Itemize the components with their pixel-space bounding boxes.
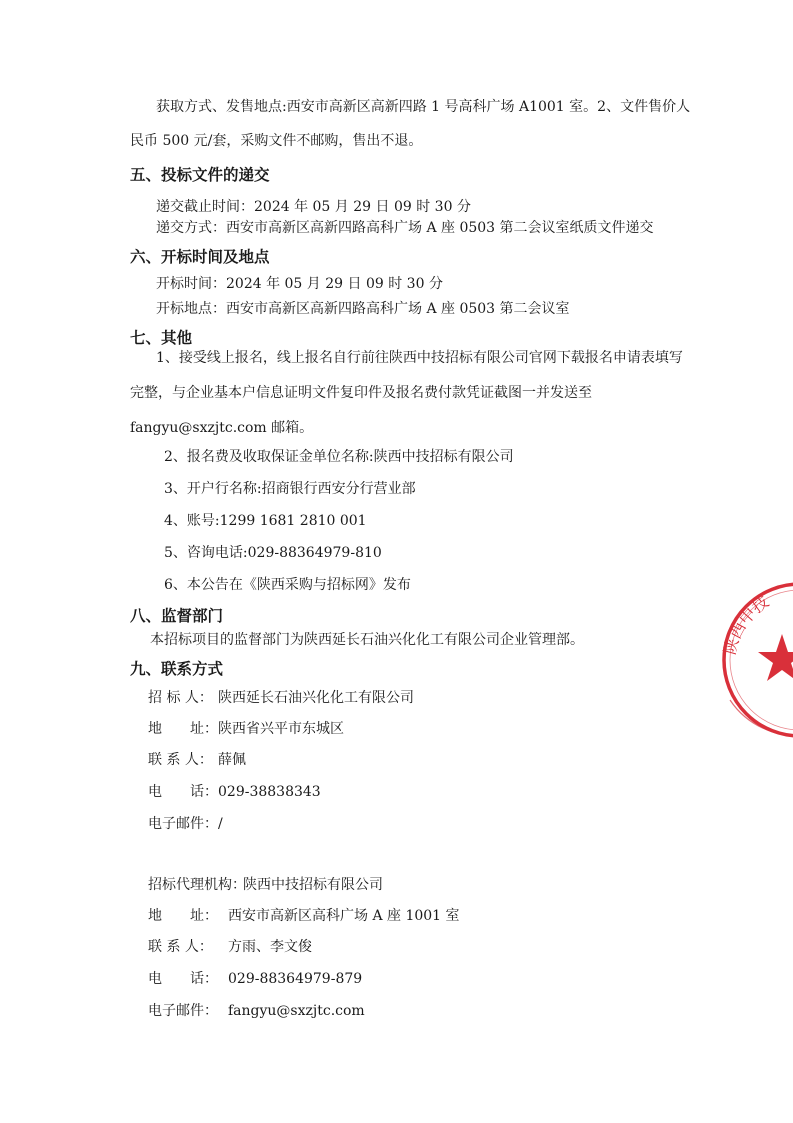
field-value: fangyu@sxzjtc.com <box>228 1003 365 1019</box>
other-item-3: 3、开户行名称:招商银行西安分行营业部 <box>164 481 416 497</box>
field-value: 029-88364979-879 <box>228 971 363 987</box>
star-icon <box>758 634 793 681</box>
tenderer-email-row <box>148 814 223 834</box>
paragraph-line: 民币 500 元/套，采购文件不邮购，售出不退。 <box>130 133 423 149</box>
field-value: 陕西延长石油兴化化工有限公司 <box>218 690 414 706</box>
field-value: 陕西省兴平市东城区 <box>218 721 344 737</box>
other-item-1-cont: 完整，与企业基本户信息证明文件复印件及报名费付款凭证截图一并发送至 <box>130 385 592 401</box>
submission-method: 递交方式：西安市高新区高新四路高科广场 A 座 0503 第二会议室纸质文件递交 <box>156 220 654 236</box>
field-value: 西安市高新区高科广场 A 座 1001 室 <box>228 908 460 924</box>
seal-text: 陕西中技 <box>720 592 773 657</box>
field-value: / <box>218 816 223 832</box>
tenderer-contact-row <box>148 750 246 770</box>
tenderer-phone-row <box>148 782 321 802</box>
field-label: 招标代理机构： <box>148 877 246 893</box>
other-item-4: 4、账号:1299 1681 2810 001 <box>164 513 367 529</box>
other-item-6: 6、本公告在《陕西采购与招标网》发布 <box>164 577 411 593</box>
field-label: 电子邮件： <box>148 816 218 832</box>
submission-deadline: 递交截止时间：2024 年 05 月 29 日 09 时 30 分 <box>156 199 471 215</box>
section-heading-6: 六、开标时间及地点 <box>130 248 270 266</box>
section-heading-8: 八、监督部门 <box>130 607 224 625</box>
opening-time: 开标时间：2024 年 05 月 29 日 09 时 30 分 <box>156 276 443 292</box>
field-label: 联 系 人： <box>148 752 213 768</box>
agency-contact-row <box>148 937 312 957</box>
opening-place: 开标地点：西安市高新区高新四路高科广场 A 座 0503 第二会议室 <box>156 301 570 317</box>
agency-name-row <box>148 875 383 895</box>
other-item-5: 5、咨询电话:029-88364979-810 <box>164 545 382 561</box>
agency-email-row <box>148 1001 365 1021</box>
field-label: 电子邮件： <box>148 1003 218 1019</box>
section-heading-9: 九、联系方式 <box>130 660 224 678</box>
other-item-1-email: fangyu@sxzjtc.com 邮箱。 <box>130 420 314 436</box>
paragraph-line: 获取方式、发售地点:西安市高新区高新四路 1 号高科广场 A1001 室。2、文件售价人 <box>156 99 691 115</box>
company-seal <box>720 580 793 740</box>
section-heading-7: 七、其他 <box>130 329 193 347</box>
field-label: 电 话： <box>148 971 218 987</box>
supervision-text: 本招标项目的监督部门为陕西延长石油兴化化工有限公司企业管理部。 <box>150 632 584 648</box>
field-label: 联 系 人： <box>148 939 213 955</box>
field-value: 薛佩 <box>218 752 246 768</box>
field-label: 招 标 人： <box>148 690 213 706</box>
tenderer-name-row <box>148 688 414 708</box>
field-label: 地 址： <box>148 721 218 737</box>
field-value: 方雨、李文俊 <box>228 939 312 955</box>
field-label: 电 话： <box>148 784 218 800</box>
other-item-2: 2、报名费及收取保证金单位名称:陕西中技招标有限公司 <box>164 449 514 465</box>
agency-phone-row <box>148 969 362 989</box>
other-item-1: 1、接受线上报名，线上报名自行前往陕西中技招标有限公司官网下载报名申请表填写 <box>156 350 683 366</box>
section-heading-5: 五、投标文件的递交 <box>130 166 270 184</box>
tenderer-address-row <box>148 719 344 739</box>
field-value: 陕西中技招标有限公司 <box>243 877 383 893</box>
field-label: 地 址： <box>148 908 218 924</box>
field-value: 029-38838343 <box>218 784 321 800</box>
agency-address-row <box>148 906 460 926</box>
